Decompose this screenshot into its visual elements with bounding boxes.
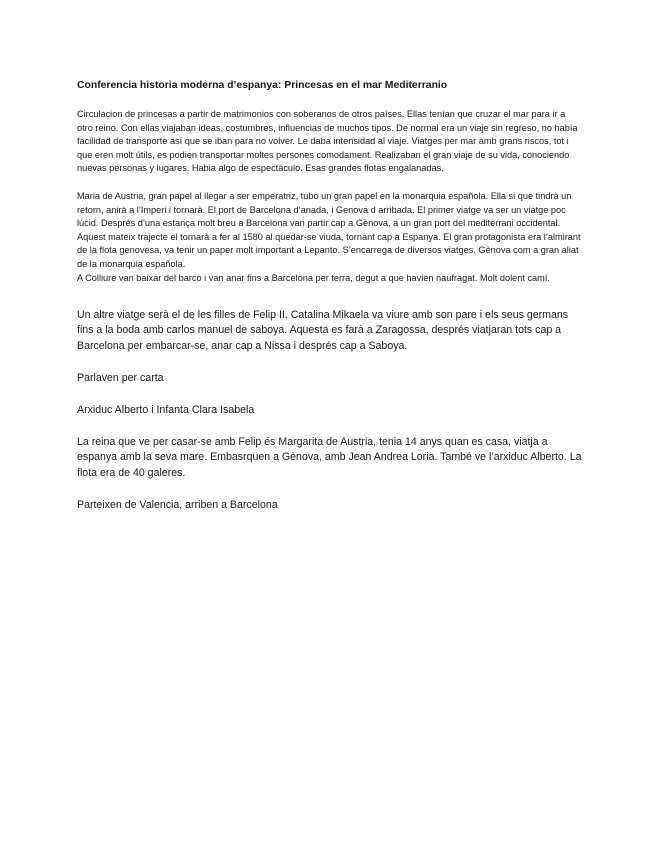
document-body	[77, 79, 582, 513]
paragraph-spacer	[77, 481, 582, 498]
paragraph-spacer	[77, 176, 582, 190]
paragraph-spacer	[77, 386, 582, 403]
paragraph-circulacion: Circulacion de princesas a partir de matrimonios con soberanos de otros países. Ellas tenían que cruzar el mar para ir a otro reino. Con ellas viajaban ideas, costumbres, influencias de muchos tipos. De normal era un viaje sin regreso, no había facilidad de transporte así que se iban para no volver. Le daba intensidad al viaje. Viatges per mar amb grans riscos, tot i que eren molt útils, es podien transportar moltes persones comodament. Realizaban el gran viaje de su vida, conociendo nuevas personas y lugares. Habia algo de espectáculo. Esas grandes flotas engalanadas.	[77, 109, 578, 174]
paragraph-parteixen: Parteixen de Valencia, arriben a Barcelona	[77, 498, 278, 511]
paragraph-spacer	[77, 354, 582, 371]
paragraph-arxiduc: Arxiduc Alberto i Infanta Clara Isabela	[77, 403, 255, 416]
paragraph-parlaven: Parlaven per carta	[77, 371, 164, 384]
paragraph-spacer	[77, 418, 582, 435]
paragraph-margarita: La reina que ve per casar-se amb Felip és Margarita de Austria, tenia 14 anys quan es casa, viatja a espanya amb la seva mare. Embasrquen a Gènova, amb Jean Andrea Loria. També ve l’arxiduc Alberto. La flota era de 40 galeres.	[77, 436, 582, 479]
paragraph-colliure: A Colliure van baixar del barco i van anar fins a Barcelona per terra, degut a que havien naufragat. Molt dolent camí.	[77, 272, 550, 283]
paragraph-maria-de-austria: Maria de Austria, gran papel al llegar a ser emperatriz, tubo un gran papel en la monarquia española. Ella si que tindrà un retorn, anirà a l’Imperi i tornarà. El port de Barcelona d’anada, i Genova d arribada. El primer viatge va ser un viatge poc lúcid. Després d’una estança molt breu a Barcelona van partir cap a Gènova, a un gran port del mediterrani occidental. Aquest mateix trajecte el tornarà a fer al 1580 al quedar-se viuda, tornant cap a Espanya. El gran protagonista era l’almirant de la flota genovesa, va tenir un paper molt important a Lepanto. S’encarrega de diversos viatges. Gènova com a gran aliat de la monarquia española.	[77, 190, 581, 269]
document-title: Conferencia historia moderna d’espanya: Princesas en el mar Mediterranio	[77, 80, 448, 91]
paragraph-spacer	[77, 285, 582, 308]
paragraph-filles-felip: Un altre viatge serà el de les filles de Felip II, Catalina Mikaela va viure amb son pare i els seus germans fins a la boda amb carlos manuel de saboya. Aquesta es farà a Zaragossa, després viatjaran tots cap a Barcelona per embarcar-se, anar cap a Nissa i després cap a Saboya.	[77, 309, 569, 352]
